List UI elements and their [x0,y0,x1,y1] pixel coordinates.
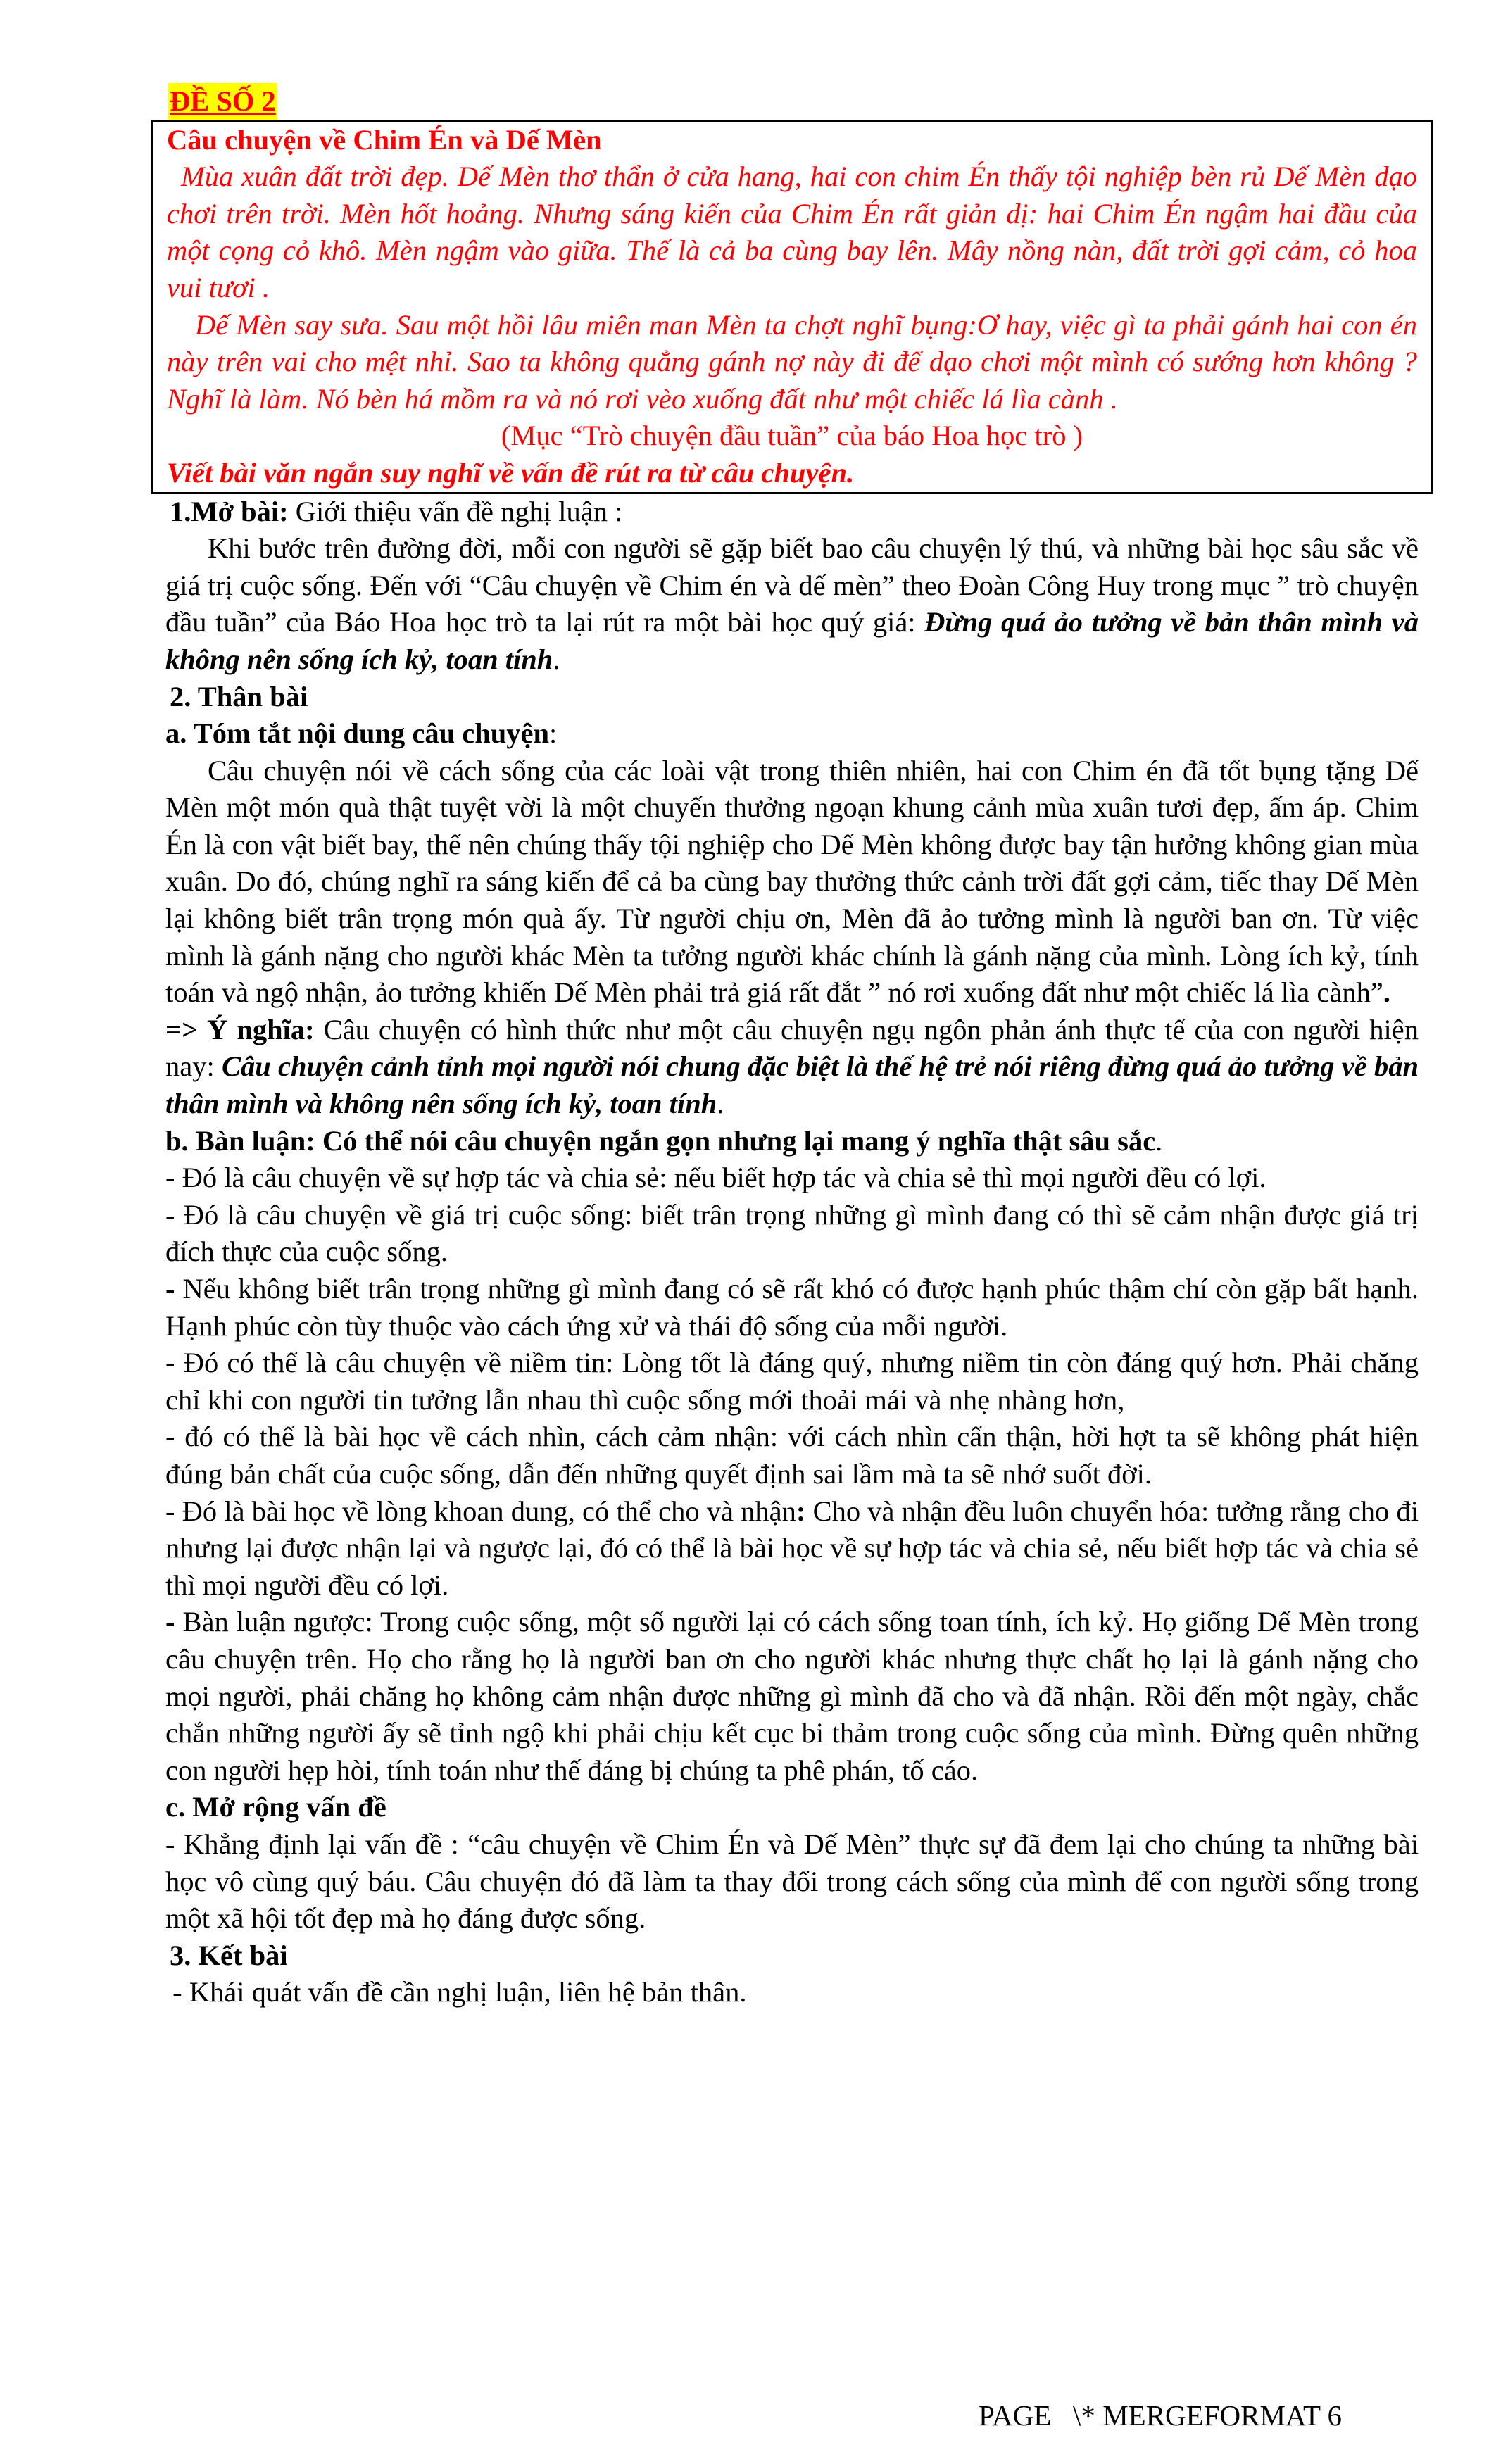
story-title: Câu chuyện về Chim Én và Dế Mèn [167,123,602,156]
page-number-field: PAGE \* MERGEFORMAT 6 [979,2399,1343,2432]
document-page [165,83,1419,2011]
conclusion-heading: 3. Kết bài [170,1939,288,1971]
discussion-point-2: - Đó là câu chuyện về giá trị cuộc sống: biết trân trọng những gì mình đang có thì sẽ cảm nhận được giá trị đích thực của cuộc sống. [165,1198,1419,1268]
discussion-point-6: - Đó là bài học về lòng khoan dung, có thể cho và nhận: Cho và nhận đều luôn chuyển hóa: tưởng rằng cho đi nhưng lại được nhận lại và ngược lại, đó có thể là bài học về sự hợp tác và chia sẻ, nếu biết hợp tác và chia sẻ thì mọi người đều có lợi. [165,1495,1419,1601]
meaning-paragraph: => Ý nghĩa: Câu chuyện có hình thức như một câu chuyện ngụ ngôn phản ánh thực tế của con người hiện nay: Câu chuyện cảnh tỉnh mọi người nói chung đặc biệt là thế hệ trẻ nói riêng đừng quá ảo tưởng về bản thân mình và không nên sống ích kỷ, toan tính. [165,1013,1419,1120]
discussion-point-3: - Nếu không biết trân trọng những gì mình đang có sẽ rất khó có được hạnh phúc thậm chí còn gặp bất hạnh. Hạnh phúc còn tùy thuộc vào cách ứng xử và thái độ sống của mỗi người. [165,1273,1419,1342]
discussion-point-7: - Bàn luận ngược: Trong cuộc sống, một số người lại có cách sống toan tính, ích kỷ. Họ giống Dế Mèn trong câu chuyện trên. Họ cho rằng họ là người ban ơn cho người khác nhưng thực chất họ lại là gánh nặng cho mọi người, phải chăng họ không cảm nhận được những gì mình đã cho và đã nhận. Rồi đến một ngày, chắc chắn những người ấy sẽ tỉnh ngộ khi phải chịu kết cục bi thảm trong cuộc sống của mình. Đừng quên những con người hẹp hòi, tính toán như thế đáng bị chúng ta phê phán, tố cáo. [165,1606,1419,1786]
exam-number-line [165,83,1419,120]
discussion-heading: b. Bàn luận: Có thể nói câu chuyện ngắn gọn nhưng lại mang ý nghĩa thật sâu sắc. [165,1124,1163,1157]
summary-heading: a. Tóm tắt nội dung câu chuyện: [165,717,558,750]
essay-task: Viết bài văn ngắn suy nghĩ về vấn đề rút ra từ câu chuyện. [167,456,855,489]
discussion-point-4: - Đó có thể là câu chuyện về niềm tin: Lòng tốt là đáng quý, nhưng niềm tin còn đáng quý hơn. Phải chăng chỉ khi con người tin tưởng lẫn nhau thì cuộc sống mới thoải mái và nhẹ nhàng hơn, [165,1347,1419,1416]
expansion-paragraph: - Khẳng định lại vấn đề : “câu chuyện về Chim Én và Dế Mèn” thực sự đã đem lại cho chúng ta những bài học vô cùng quý báu. Câu chuyện đó đã làm ta thay đổi trong cách sống của mình để con người sống trong một xã hội tốt đẹp mà họ đáng được sống. [165,1828,1419,1935]
expansion-heading: c. Mở rộng vấn đề [165,1791,386,1823]
summary-paragraph: Câu chuyện nói về cách sống của các loài vật trong thiên nhiên, hai con Chim én đã tốt bụng tặng Dế Mèn một món quà thật tuyệt vời là một chuyến thưởng ngoạn khung cảnh mùa xuân tươi đẹp, ấm áp. Chim Én là con vật biết bay, thế nên chúng thấy tội nghiệp cho Dế Mèn không được bay tận hưởng không gian mùa xuân. Do đó, chúng nghĩ ra sáng kiến để cả ba cùng bay thưởng thức cảnh trời đất gợi cảm, tiếc thay Dế Mèn lại không biết trân trọng món quà ấy. Từ người chịu ơn, Mèn đã ảo tưởng mình là người ban ơn. Từ việc mình là gánh nặng cho người khác Mèn ta tưởng người khác chính là gánh nặng của mình. Lòng ích kỷ, tính toán và ngộ nhận, ảo tưởng khiến Dế Mèn phải trả giá rất đắt ” nó rơi xuống đất như một chiếc lá lìa cành”. [165,754,1419,1009]
discussion-point-5: - đó có thể là bài học về cách nhìn, cách cảm nhận: với cách nhìn cẩn thận, hời hợt ta sẽ không phát hiện đúng bản chất của cuộc sống, dẫn đến những quyết định sai lầm mà ta sẽ nhớ suốt đời. [165,1421,1419,1490]
body-heading: 2. Thân bài [170,680,308,712]
conclusion-paragraph: - Khái quát vấn đề cần nghị luận, liên hệ bản thân. [165,1976,747,2009]
story-source: (Mục “Trò chuyện đầu tuần” của báo Hoa học trò ) [501,420,1083,452]
essay-body [165,494,1419,2011]
exam-number: ĐỀ SỐ 2 [168,83,277,120]
discussion-point-1: - Đó là câu chuyện về sự hợp tác và chia sẻ: nếu biết hợp tác và chia sẻ thì mọi người đều có lợi. [165,1162,1266,1194]
intro-heading: 1.Mở bài: Giới thiệu vấn đề nghị luận : [170,495,623,527]
intro-paragraph: Khi bước trên đường đời, mỗi con người sẽ gặp biết bao câu chuyện lý thú, và những bài học sâu sắc về giá trị cuộc sống. Đến với “Câu chuyện về Chim én và dế mèn” theo Đoàn Công Huy trong mục ” trò chuyện đầu tuần” của Báo Hoa học trò ta lại rút ra một bài học quý giá: Đừng quá ảo tưởng về bản thân mình và không nên sống ích kỷ, toan tính. [165,532,1419,675]
story-paragraph-1: Mùa xuân đất trời đẹp. Dế Mèn thơ thẩn ở cửa hang, hai con chim Én thấy tội nghiệp bèn rủ Dế Mèn dạo chơi trên trời. Mèn hốt hoảng. Nhưng sáng kiến của Chim Én rất giản dị: hai Chim Én ngậm hai đầu của một cọng cỏ khô. Mèn ngậm vào giữa. Thế là cả ba cùng bay lên. Mây nồng nàn, đất trời gợi cảm, cỏ hoa vui tươi . [167,161,1417,303]
prompt-box [151,120,1433,494]
story-paragraph-2: Dế Mèn say sưa. Sau một hồi lâu miên man Mèn ta chợt nghĩ bụng:Ơ hay, việc gì ta phải gánh hai con én này trên vai cho mệt nhỉ. Sao ta không quẳng gánh nợ này đi để dạo chơi một mình có sướng hơn không ? Nghĩ là làm. Nó bèn há mồm ra và nó rơi vèo xuống đất như một chiếc lá lìa cành . [167,308,1417,415]
